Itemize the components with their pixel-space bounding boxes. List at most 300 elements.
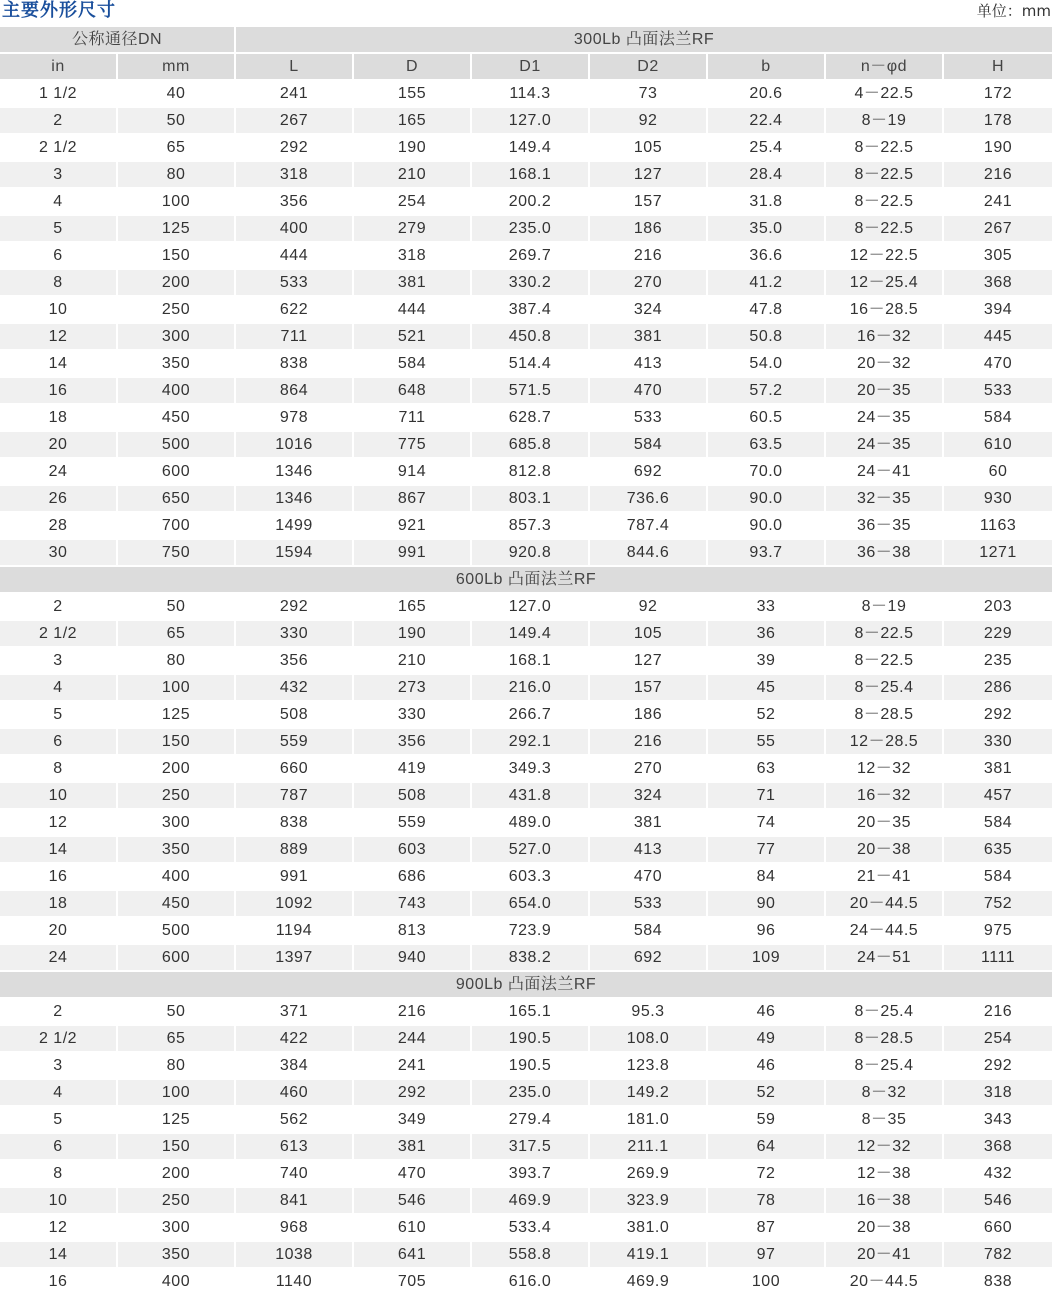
- cell-n-phi-d: 8－19: [826, 594, 944, 621]
- cell-b: 109: [708, 945, 826, 972]
- section-header-row: [0, 972, 1052, 999]
- cell-n-phi-d: 21－41: [826, 864, 944, 891]
- cell-D1: 200.2: [472, 189, 590, 216]
- table-row: [0, 918, 1052, 945]
- cell-b: 93.7: [708, 540, 826, 567]
- cell-D: 349: [354, 1107, 472, 1134]
- cell-D1: 114.3: [472, 81, 590, 108]
- nominal-diameter-header: 公称通径DN: [0, 27, 236, 54]
- cell-D: 210: [354, 648, 472, 675]
- cell-in: 2: [0, 594, 118, 621]
- cell-D1: 489.0: [472, 810, 590, 837]
- cell-D1: 235.0: [472, 216, 590, 243]
- cell-D: 546: [354, 1188, 472, 1215]
- table-row: [0, 1242, 1052, 1269]
- cell-D: 921: [354, 513, 472, 540]
- table-row: [0, 783, 1052, 810]
- table-row: [0, 702, 1052, 729]
- col-header-D2: D2: [590, 54, 708, 81]
- cell-D1: 450.8: [472, 324, 590, 351]
- cell-H: 178: [944, 108, 1052, 135]
- cell-in: 24: [0, 945, 118, 972]
- cell-D: 711: [354, 405, 472, 432]
- cell-n-phi-d: 8－25.4: [826, 999, 944, 1026]
- cell-n-phi-d: 8－28.5: [826, 702, 944, 729]
- table-row: [0, 297, 1052, 324]
- cell-n-phi-d: 20－38: [826, 837, 944, 864]
- cell-D1: 127.0: [472, 594, 590, 621]
- cell-D: 603: [354, 837, 472, 864]
- cell-b: 31.8: [708, 189, 826, 216]
- cell-mm: 400: [118, 1269, 236, 1296]
- cell-mm: 50: [118, 594, 236, 621]
- cell-D2: 157: [590, 675, 708, 702]
- cell-in: 8: [0, 270, 118, 297]
- cell-in: 8: [0, 756, 118, 783]
- table-row: [0, 486, 1052, 513]
- cell-mm: 500: [118, 918, 236, 945]
- cell-mm: 750: [118, 540, 236, 567]
- cell-D1: 349.3: [472, 756, 590, 783]
- table-row: [0, 162, 1052, 189]
- cell-mm: 400: [118, 864, 236, 891]
- cell-D1: 269.7: [472, 243, 590, 270]
- section-header-row: [0, 567, 1052, 594]
- cell-in: 30: [0, 540, 118, 567]
- cell-H: 216: [944, 999, 1052, 1026]
- cell-in: 18: [0, 891, 118, 918]
- cell-L: 622: [236, 297, 354, 324]
- cell-b: 72: [708, 1161, 826, 1188]
- cell-D1: 393.7: [472, 1161, 590, 1188]
- cell-H: 203: [944, 594, 1052, 621]
- table-row: [0, 1053, 1052, 1080]
- cell-mm: 80: [118, 648, 236, 675]
- table-row: [0, 378, 1052, 405]
- cell-in: 16: [0, 864, 118, 891]
- cell-H: 190: [944, 135, 1052, 162]
- table-row: [0, 837, 1052, 864]
- cell-H: 292: [944, 702, 1052, 729]
- cell-H: 60: [944, 459, 1052, 486]
- table-row: [0, 648, 1052, 675]
- cell-n-phi-d: 20－44.5: [826, 891, 944, 918]
- cell-n-phi-d: 24－51: [826, 945, 944, 972]
- cell-H: 343: [944, 1107, 1052, 1134]
- table-row: [0, 432, 1052, 459]
- cell-mm: 600: [118, 459, 236, 486]
- table-row: [0, 1026, 1052, 1053]
- section-label: 900Lb 凸面法兰RF: [0, 972, 1052, 999]
- cell-D2: 381: [590, 810, 708, 837]
- col-header-D: D: [354, 54, 472, 81]
- cell-b: 28.4: [708, 162, 826, 189]
- cell-L: 1016: [236, 432, 354, 459]
- cell-L: 787: [236, 783, 354, 810]
- cell-mm: 450: [118, 405, 236, 432]
- cell-in: 10: [0, 297, 118, 324]
- cell-b: 63: [708, 756, 826, 783]
- cell-n-phi-d: 24－35: [826, 432, 944, 459]
- cell-D2: 419.1: [590, 1242, 708, 1269]
- cell-D: 273: [354, 675, 472, 702]
- cell-H: 533: [944, 378, 1052, 405]
- cell-b: 64: [708, 1134, 826, 1161]
- cell-D1: 654.0: [472, 891, 590, 918]
- cell-D1: 469.9: [472, 1188, 590, 1215]
- cell-D1: 165.1: [472, 999, 590, 1026]
- cell-D1: 190.5: [472, 1026, 590, 1053]
- cell-mm: 300: [118, 1215, 236, 1242]
- col-header-H: H: [944, 54, 1052, 81]
- table-row: [0, 999, 1052, 1026]
- cell-mm: 200: [118, 270, 236, 297]
- cell-L: 356: [236, 648, 354, 675]
- cell-D1: 127.0: [472, 108, 590, 135]
- cell-H: 1111: [944, 945, 1052, 972]
- cell-L: 613: [236, 1134, 354, 1161]
- cell-L: 968: [236, 1215, 354, 1242]
- table-row: [0, 135, 1052, 162]
- col-header-in: in: [0, 54, 118, 81]
- col-header-D1: D1: [472, 54, 590, 81]
- cell-b: 70.0: [708, 459, 826, 486]
- cell-D2: 95.3: [590, 999, 708, 1026]
- cell-in: 16: [0, 378, 118, 405]
- cell-b: 50.8: [708, 324, 826, 351]
- cell-L: 978: [236, 405, 354, 432]
- cell-H: 172: [944, 81, 1052, 108]
- cell-D2: 211.1: [590, 1134, 708, 1161]
- cell-D2: 736.6: [590, 486, 708, 513]
- cell-D: 991: [354, 540, 472, 567]
- cell-D: 216: [354, 999, 472, 1026]
- table-row: [0, 864, 1052, 891]
- cell-n-phi-d: 20－35: [826, 378, 944, 405]
- cell-mm: 250: [118, 297, 236, 324]
- cell-n-phi-d: 20－44.5: [826, 1269, 944, 1296]
- cell-D2: 216: [590, 729, 708, 756]
- cell-D1: 431.8: [472, 783, 590, 810]
- cell-n-phi-d: 8－25.4: [826, 675, 944, 702]
- cell-in: 26: [0, 486, 118, 513]
- cell-H: 292: [944, 1053, 1052, 1080]
- cell-in: 4: [0, 189, 118, 216]
- cell-b: 57.2: [708, 378, 826, 405]
- table-row: [0, 243, 1052, 270]
- cell-D: 155: [354, 81, 472, 108]
- cell-in: 3: [0, 1053, 118, 1080]
- table-row: [0, 513, 1052, 540]
- cell-b: 54.0: [708, 351, 826, 378]
- cell-D2: 186: [590, 702, 708, 729]
- cell-in: 14: [0, 351, 118, 378]
- cell-b: 36.6: [708, 243, 826, 270]
- cell-mm: 50: [118, 108, 236, 135]
- cell-D: 648: [354, 378, 472, 405]
- cell-D: 244: [354, 1026, 472, 1053]
- table-row: [0, 1161, 1052, 1188]
- cell-L: 1092: [236, 891, 354, 918]
- cell-b: 47.8: [708, 297, 826, 324]
- cell-n-phi-d: 24－44.5: [826, 918, 944, 945]
- cell-mm: 200: [118, 756, 236, 783]
- cell-mm: 125: [118, 1107, 236, 1134]
- cell-H: 838: [944, 1269, 1052, 1296]
- cell-D2: 469.9: [590, 1269, 708, 1296]
- cell-mm: 350: [118, 351, 236, 378]
- cell-n-phi-d: 12－38: [826, 1161, 944, 1188]
- cell-D2: 381.0: [590, 1215, 708, 1242]
- group-header-row: [0, 27, 1052, 54]
- cell-n-phi-d: 20－35: [826, 810, 944, 837]
- cell-H: 445: [944, 324, 1052, 351]
- class300-header: 300Lb 凸面法兰RF: [236, 27, 1052, 54]
- cell-D: 241: [354, 1053, 472, 1080]
- cell-L: 444: [236, 243, 354, 270]
- table-row: [0, 81, 1052, 108]
- cell-L: 400: [236, 216, 354, 243]
- cell-n-phi-d: 20－41: [826, 1242, 944, 1269]
- cell-mm: 65: [118, 621, 236, 648]
- cell-D: 641: [354, 1242, 472, 1269]
- cell-D1: 279.4: [472, 1107, 590, 1134]
- cell-H: 267: [944, 216, 1052, 243]
- cell-mm: 150: [118, 243, 236, 270]
- column-header-row: [0, 54, 1052, 81]
- cell-D2: 123.8: [590, 1053, 708, 1080]
- cell-D: 705: [354, 1269, 472, 1296]
- cell-in: 2 1/2: [0, 1026, 118, 1053]
- cell-D: 444: [354, 297, 472, 324]
- cell-L: 1194: [236, 918, 354, 945]
- cell-D2: 787.4: [590, 513, 708, 540]
- cell-in: 8: [0, 1161, 118, 1188]
- cell-D2: 844.6: [590, 540, 708, 567]
- cell-mm: 650: [118, 486, 236, 513]
- cell-H: 432: [944, 1161, 1052, 1188]
- cell-L: 292: [236, 135, 354, 162]
- table-row: [0, 729, 1052, 756]
- cell-n-phi-d: 20－38: [826, 1215, 944, 1242]
- cell-L: 422: [236, 1026, 354, 1053]
- cell-D2: 127: [590, 162, 708, 189]
- cell-H: 660: [944, 1215, 1052, 1242]
- cell-D: 318: [354, 243, 472, 270]
- cell-b: 45: [708, 675, 826, 702]
- table-row: [0, 1134, 1052, 1161]
- cell-mm: 125: [118, 216, 236, 243]
- cell-mm: 350: [118, 1242, 236, 1269]
- col-header-n-phi-d: n－φd: [826, 54, 944, 81]
- cell-in: 12: [0, 324, 118, 351]
- cell-H: 1271: [944, 540, 1052, 567]
- cell-L: 241: [236, 81, 354, 108]
- cell-L: 838: [236, 351, 354, 378]
- cell-D1: 838.2: [472, 945, 590, 972]
- cell-in: 2 1/2: [0, 621, 118, 648]
- cell-L: 533: [236, 270, 354, 297]
- cell-n-phi-d: 12－32: [826, 1134, 944, 1161]
- cell-D2: 470: [590, 378, 708, 405]
- cell-D: 521: [354, 324, 472, 351]
- cell-b: 100: [708, 1269, 826, 1296]
- cell-H: 254: [944, 1026, 1052, 1053]
- cell-D2: 413: [590, 837, 708, 864]
- cell-D1: 803.1: [472, 486, 590, 513]
- cell-D: 292: [354, 1080, 472, 1107]
- cell-mm: 150: [118, 729, 236, 756]
- cell-D2: 92: [590, 594, 708, 621]
- cell-D2: 533: [590, 405, 708, 432]
- table-row: [0, 270, 1052, 297]
- cell-mm: 600: [118, 945, 236, 972]
- table-row: [0, 945, 1052, 972]
- cell-b: 25.4: [708, 135, 826, 162]
- cell-D1: 571.5: [472, 378, 590, 405]
- cell-n-phi-d: 8－22.5: [826, 648, 944, 675]
- cell-mm: 125: [118, 702, 236, 729]
- cell-D2: 92: [590, 108, 708, 135]
- cell-D1: 603.3: [472, 864, 590, 891]
- cell-in: 16: [0, 1269, 118, 1296]
- cell-b: 97: [708, 1242, 826, 1269]
- cell-L: 292: [236, 594, 354, 621]
- cell-D2: 108.0: [590, 1026, 708, 1053]
- col-header-b: b: [708, 54, 826, 81]
- cell-D1: 266.7: [472, 702, 590, 729]
- cell-D2: 73: [590, 81, 708, 108]
- cell-H: 584: [944, 810, 1052, 837]
- cell-mm: 65: [118, 135, 236, 162]
- cell-mm: 500: [118, 432, 236, 459]
- section-label: 600Lb 凸面法兰RF: [0, 567, 1052, 594]
- cell-H: 1163: [944, 513, 1052, 540]
- cell-mm: 65: [118, 1026, 236, 1053]
- cell-b: 36: [708, 621, 826, 648]
- cell-H: 635: [944, 837, 1052, 864]
- cell-mm: 350: [118, 837, 236, 864]
- cell-n-phi-d: 8－22.5: [826, 621, 944, 648]
- cell-D1: 920.8: [472, 540, 590, 567]
- cell-n-phi-d: 20－32: [826, 351, 944, 378]
- cell-D2: 105: [590, 135, 708, 162]
- table-row: [0, 1269, 1052, 1296]
- cell-L: 864: [236, 378, 354, 405]
- cell-D1: 317.5: [472, 1134, 590, 1161]
- cell-D: 743: [354, 891, 472, 918]
- cell-D2: 181.0: [590, 1107, 708, 1134]
- cell-in: 3: [0, 162, 118, 189]
- cell-D1: 616.0: [472, 1269, 590, 1296]
- cell-L: 1038: [236, 1242, 354, 1269]
- cell-mm: 400: [118, 378, 236, 405]
- table-row: [0, 216, 1052, 243]
- cell-mm: 700: [118, 513, 236, 540]
- cell-D: 940: [354, 945, 472, 972]
- cell-n-phi-d: 16－32: [826, 783, 944, 810]
- cell-H: 381: [944, 756, 1052, 783]
- cell-D: 190: [354, 621, 472, 648]
- table-row: [0, 1107, 1052, 1134]
- cell-n-phi-d: 24－41: [826, 459, 944, 486]
- table-row: [0, 810, 1052, 837]
- cell-b: 49: [708, 1026, 826, 1053]
- cell-n-phi-d: 12－22.5: [826, 243, 944, 270]
- cell-n-phi-d: 8－35: [826, 1107, 944, 1134]
- cell-D1: 723.9: [472, 918, 590, 945]
- cell-n-phi-d: 8－25.4: [826, 1053, 944, 1080]
- cell-n-phi-d: 32－35: [826, 486, 944, 513]
- cell-in: 28: [0, 513, 118, 540]
- cell-L: 1140: [236, 1269, 354, 1296]
- cell-D: 914: [354, 459, 472, 486]
- cell-n-phi-d: 8－22.5: [826, 135, 944, 162]
- cell-b: 87: [708, 1215, 826, 1242]
- cell-L: 740: [236, 1161, 354, 1188]
- table-row: [0, 1188, 1052, 1215]
- cell-D1: 190.5: [472, 1053, 590, 1080]
- cell-D2: 692: [590, 459, 708, 486]
- cell-H: 318: [944, 1080, 1052, 1107]
- cell-L: 711: [236, 324, 354, 351]
- cell-D1: 149.4: [472, 621, 590, 648]
- cell-b: 90.0: [708, 486, 826, 513]
- cell-in: 6: [0, 729, 118, 756]
- cell-b: 52: [708, 1080, 826, 1107]
- cell-D2: 324: [590, 783, 708, 810]
- cell-in: 2 1/2: [0, 135, 118, 162]
- cell-H: 782: [944, 1242, 1052, 1269]
- cell-H: 305: [944, 243, 1052, 270]
- cell-in: 6: [0, 243, 118, 270]
- cell-n-phi-d: 8－19: [826, 108, 944, 135]
- table-row: [0, 459, 1052, 486]
- cell-in: 2: [0, 108, 118, 135]
- cell-D: 356: [354, 729, 472, 756]
- cell-b: 90: [708, 891, 826, 918]
- cell-b: 90.0: [708, 513, 826, 540]
- page-header: [0, 0, 1052, 27]
- cell-n-phi-d: 8－22.5: [826, 189, 944, 216]
- cell-H: 457: [944, 783, 1052, 810]
- cell-D2: 470: [590, 864, 708, 891]
- cell-mm: 300: [118, 324, 236, 351]
- cell-H: 584: [944, 405, 1052, 432]
- cell-L: 371: [236, 999, 354, 1026]
- table-row: [0, 1080, 1052, 1107]
- cell-in: 18: [0, 405, 118, 432]
- cell-n-phi-d: 12－32: [826, 756, 944, 783]
- cell-b: 46: [708, 1053, 826, 1080]
- cell-D1: 235.0: [472, 1080, 590, 1107]
- cell-H: 584: [944, 864, 1052, 891]
- cell-D1: 149.4: [472, 135, 590, 162]
- cell-D1: 628.7: [472, 405, 590, 432]
- cell-in: 5: [0, 1107, 118, 1134]
- cell-in: 10: [0, 1188, 118, 1215]
- cell-D1: 387.4: [472, 297, 590, 324]
- cell-H: 235: [944, 648, 1052, 675]
- cell-D: 190: [354, 135, 472, 162]
- cell-L: 889: [236, 837, 354, 864]
- cell-D2: 381: [590, 324, 708, 351]
- cell-mm: 450: [118, 891, 236, 918]
- table-row: [0, 540, 1052, 567]
- cell-L: 841: [236, 1188, 354, 1215]
- table-row: [0, 756, 1052, 783]
- cell-D: 165: [354, 108, 472, 135]
